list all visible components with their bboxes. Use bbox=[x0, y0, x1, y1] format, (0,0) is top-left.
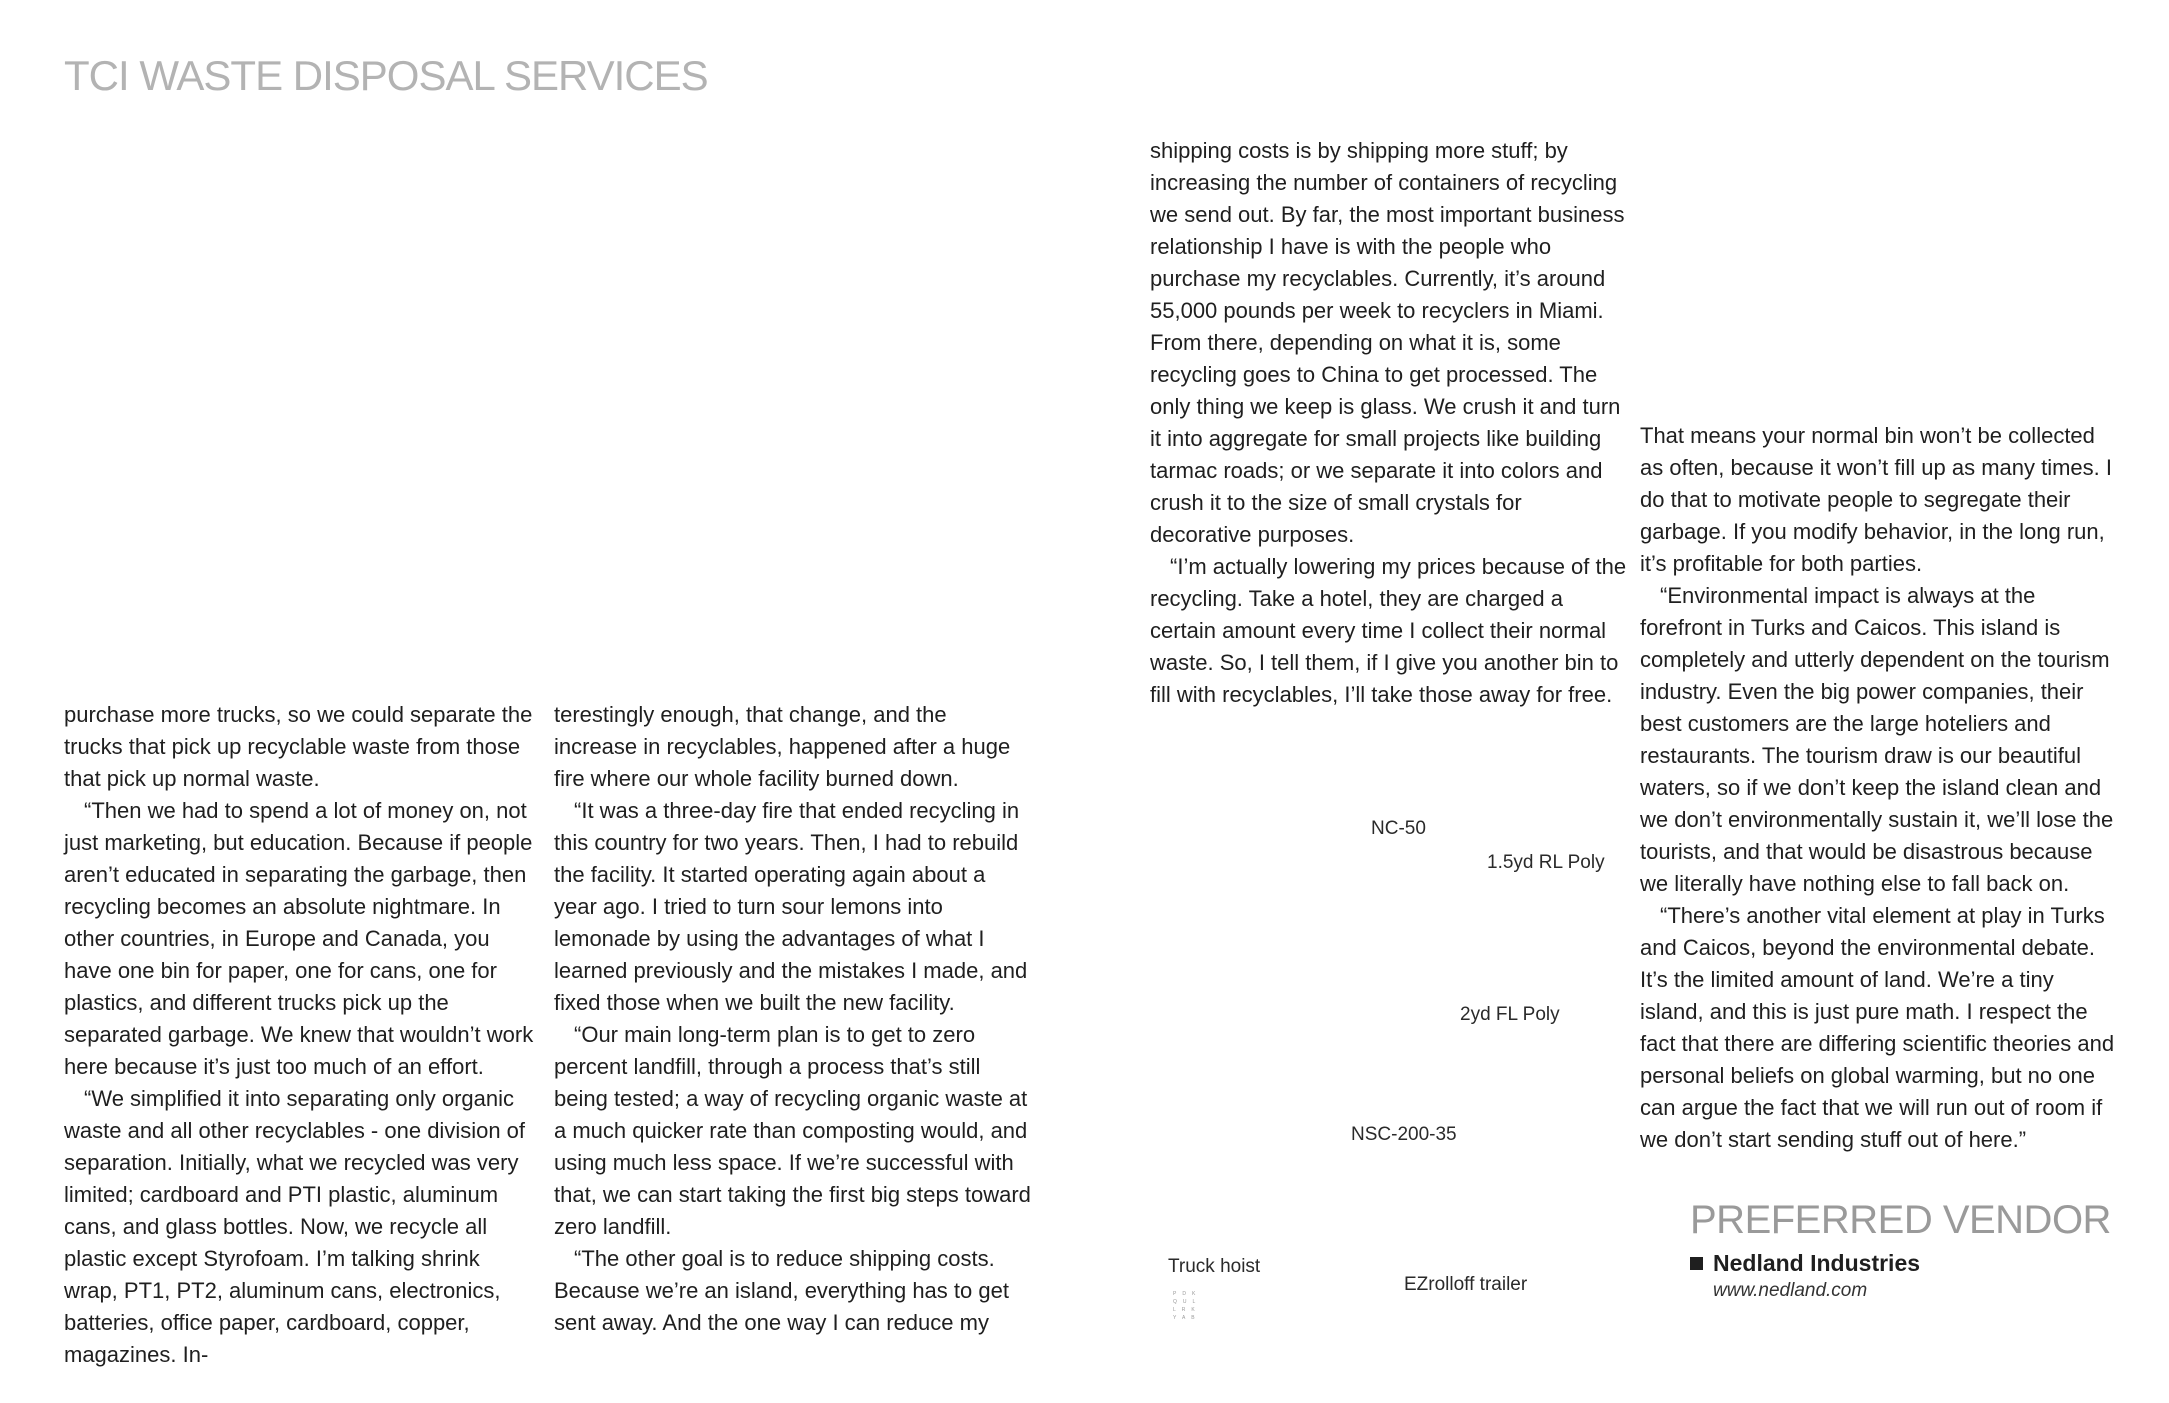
image-label-nsc: NSC-200-35 bbox=[1351, 1124, 1457, 1145]
paragraph: “We simplified it into separating only organic waste and all other recyclables - one division of separation. Initially, what we recycled was very limited; cardboard and PTI plastic, aluminum cans, and glass bottles. Now, we recycle all plastic except Styrofoam. I’m talking shrink wrap, PT1, PT2, aluminum cans, electronics, batteries, office paper, cardboard, copper, magazines. In- bbox=[64, 1086, 526, 1367]
page-header-title: TCI WASTE DISPOSAL SERVICES bbox=[64, 52, 708, 99]
vendor-name-text: Nedland Industries bbox=[1713, 1250, 1921, 1276]
paragraph: purchase more trucks, so we could separate the trucks that pick up recyclable waste from those that pick up normal waste. bbox=[64, 702, 533, 791]
image-label-fl-poly: 2yd FL Poly bbox=[1460, 1004, 1560, 1025]
paragraph: “Environmental impact is always at the forefront in Turks and Caicos. This island is completely and utterly dependent on the tourism industry. Even the big power companies, their best customers are the large hoteliers and restaurants. The tourism draw is our beautiful waters, so if we don’t keep the island clean and we don’t environmentally sustain it, we’ll lose the tourists, and that would be disastrous because we literally have nothing else to fall back on. bbox=[1640, 583, 2114, 896]
paragraph: “I’m actually lowering my prices because of the recycling. Take a hotel, they are charged a certain amount every time I collect their normal waste. So, I tell them, if I give you another bin to fill with recyclables, I’ll take those away for free. bbox=[1150, 554, 1627, 707]
paragraph: “There’s another vital element at play in Turks and Caicos, beyond the environmental debate. It’s the limited amount of land. We’re a tiny island, and this is just pure math. I respect the fact that there are differing scientific theories and personal beliefs on global warming, but no one can argue the fact that we will run out of room if we don’t start sending stuff out of here.” bbox=[1640, 903, 2115, 1152]
image-label-truck-hoist: Truck hoist bbox=[1168, 1256, 1261, 1277]
vendor-url: www.nedland.com bbox=[1713, 1280, 1868, 1301]
article-column-2 bbox=[554, 699, 1032, 1339]
article-column-3 bbox=[1150, 135, 1628, 711]
image-label-rl-poly: 1.5yd RL Poly bbox=[1487, 852, 1605, 873]
image-label-nc50: NC-50 bbox=[1371, 818, 1426, 839]
paragraph: That means your normal bin won’t be collected as often, because it won’t fill up as many times. I do that to motivate people to segregate their garbage. If you modify behavior, in the long run, it’s profitable for both parties. bbox=[1640, 423, 2113, 576]
article-column-4 bbox=[1640, 420, 2120, 1156]
image-label-ezrolloff: EZrolloff trailer bbox=[1404, 1274, 1528, 1295]
paragraph: “It was a three-day fire that ended recycling in this country for two years. Then, I had to rebuild the facility. It started operating again about a year ago. I tried to turn sour lemons into lemonade by using the advantages of what I learned previously and the mistakes I made, and fixed those when we built the new facility. bbox=[554, 798, 1028, 1015]
paragraph: “The other goal is to reduce shipping costs. Because we’re an island, everything has to get sent away. And the one way I can reduce my bbox=[554, 1246, 1009, 1335]
paragraph: shipping costs is by shipping more stuff; by increasing the number of containers of recycling we send out. By far, the most important business relationship I have is with the people who purchase my recyclables. Currently, it’s around 55,000 pounds per week to recyclers in Miami. From there, depending on what it is, some recycling goes to China to get processed. The only thing we keep is glass. We crush it and turn it into aggregate for small projects like building tarmac roads; or we separate it into colors and crush it to the size of small crystals for decorative purposes. bbox=[1150, 138, 1625, 547]
paragraph: “Our main long-term plan is to get to zero percent landfill, through a process that’s still being tested; a way of recycling organic waste at a much quicker rate than composting would, and using much less space. If we’re successful with that, we can start taking the first big steps toward zero landfill. bbox=[554, 1022, 1031, 1239]
vendor-name bbox=[1690, 1250, 1920, 1277]
paragraph: terestingly enough, that change, and the increase in recyclables, happened after a huge fire where our whole facility burned down. bbox=[554, 702, 1011, 791]
photo-credit: PDK QUL LRK YAB bbox=[1173, 1291, 1202, 1321]
square-bullet-icon bbox=[1690, 1257, 1703, 1270]
preferred-vendor-title: PREFERRED VENDOR bbox=[1690, 1198, 2111, 1242]
paragraph: “Then we had to spend a lot of money on, not just marketing, but education. Because if people aren’t educated in separating the garbage, then recycling becomes an absolute nightmare. In other countries, in Europe and Canada, you have one bin for paper, one for cans, one for plastics, and different trucks pick up the separated garbage. We knew that wouldn’t work here because it’s just too much of an effort. bbox=[64, 798, 534, 1079]
article-column-1 bbox=[64, 699, 536, 1371]
